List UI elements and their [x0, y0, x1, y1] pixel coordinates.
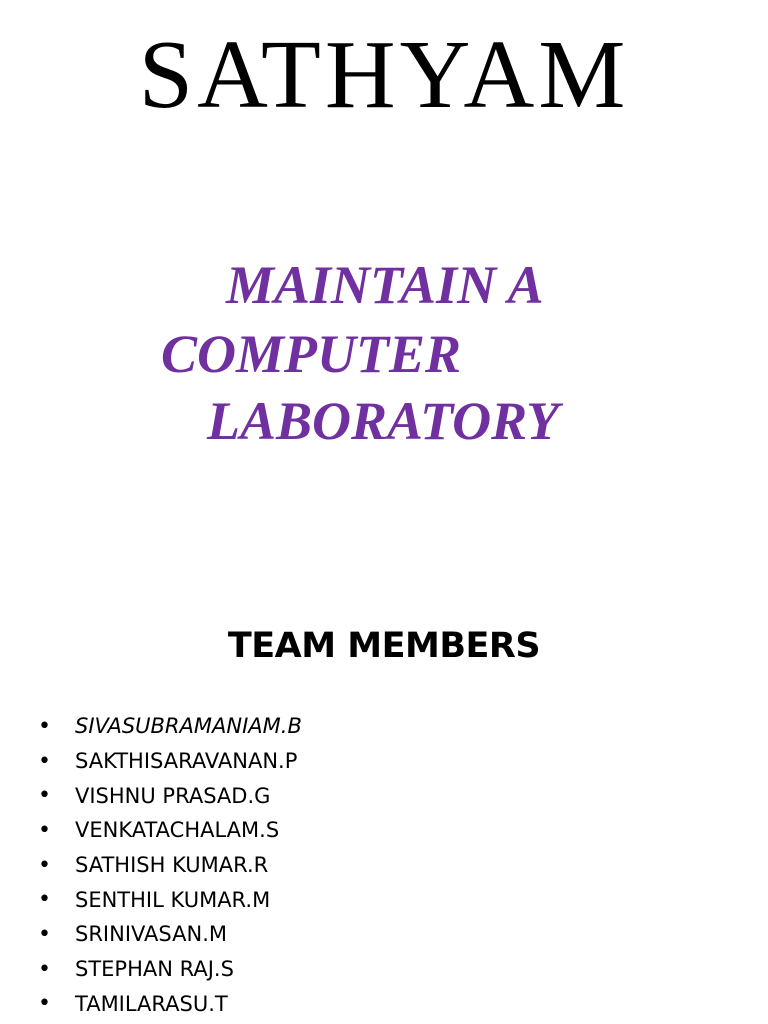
- subtitle-line-2: COMPUTER: [161, 324, 462, 384]
- page-title: SATHYAM: [138, 21, 630, 129]
- member-name: TAMILARASU.T: [75, 991, 228, 1016]
- list-item: [38, 778, 302, 813]
- bullet-icon: •: [38, 748, 51, 774]
- team-heading: TEAM MEMBERS: [227, 626, 541, 666]
- member-name: SRINIVASAN.M: [75, 922, 227, 947]
- bullet-icon: •: [38, 921, 51, 947]
- list-item: [38, 813, 302, 848]
- member-name: SATHISH KUMAR.R: [75, 853, 269, 878]
- list-item: [38, 952, 302, 987]
- bullet-icon: •: [38, 956, 51, 982]
- bullet-icon: •: [38, 991, 51, 1017]
- team-members-list: [38, 709, 302, 1021]
- list-item: [38, 709, 302, 744]
- member-name: SIVASUBRAMANIAM.B: [75, 714, 302, 739]
- list-item: [38, 987, 302, 1022]
- bullet-icon: •: [38, 713, 51, 739]
- subtitle-line-1: MAINTAIN A: [226, 255, 544, 315]
- bullet-icon: •: [38, 783, 51, 809]
- list-item: [38, 848, 302, 883]
- member-name: STEPHAN RAJ.S: [75, 957, 234, 982]
- member-name: VENKATACHALAM.S: [75, 818, 280, 843]
- member-name: SENTHIL KUMAR.M: [75, 887, 271, 912]
- bullet-icon: •: [38, 887, 51, 913]
- bullet-icon: •: [38, 817, 51, 843]
- member-name: SAKTHISARAVANAN.P: [75, 749, 298, 774]
- member-name: VISHNU PRASAD.G: [75, 783, 271, 808]
- list-item: [38, 882, 302, 917]
- list-item: [38, 744, 302, 779]
- subtitle-line-3: LABORATORY: [207, 391, 560, 451]
- list-item: [38, 917, 302, 952]
- bullet-icon: •: [38, 852, 51, 878]
